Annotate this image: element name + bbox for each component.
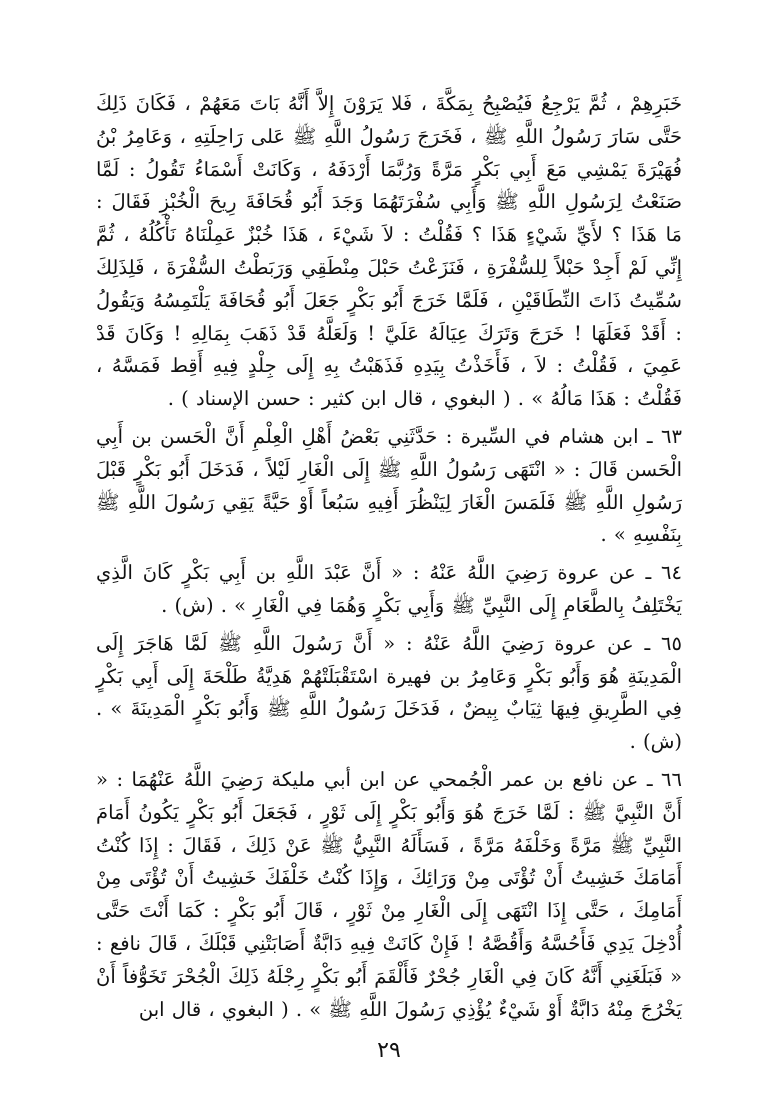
paragraph-continuation: خَبَرِهِمْ ، ثُمَّ يَرْجِعُ فَيُصْبِحُ بِمَكَّةَ ، فَلا يَرَوْنَ إِلاَّ أَنَّهُ بَاتَ مَعَهُمْ ، فَكَانَ ذَلِكَ حَتَّى سَارَ رَسُولُ اللَّهِ ﷺ ، فَخَرَجَ رَسُولُ اللَّهِ ﷺ عَلى رَاحِلَتِهِ ، وَعَامِرُ بْنُ فُهَيْرَةَ يَمْشِي مَعَ أَبِي بَكْرٍ مَرَّةً وَرُبَّمَا أَرْدَفَهُ ، وَكَانَتْ أَسْمَاءُ تَقُولُ : لَمَّا صَنَعْتُ لِرَسُولِ اللَّهِ ﷺ وَأَبِي سُفْرَتَهُمَا وَجَدَ أَبُو قُحَافَةَ رِيحَ الْخُبْزِ فَقَالَ : مَا هَذَا ؟ لأَيِّ شَيْءٍ هَذَا ؟ فَقُلْتُ : لاَ شَيْءَ ، هَذَا خُبْزٌ عَمِلْنَاهُ نَأْكُلُهُ ، ثُمَّ إِنِّي لَمْ أَجِدْ حَبْلاً لِلسُّفْرَةِ ، فَنَزَعْتُ حَبْلَ مِنْطَقِي وَرَبَطْتُ السُّفْرَةَ ، فَلِذَلِكَ سُمِّيتُ ذَاتَ النِّطَاقَيْنِ ، فَلَمَّا خَرَجَ أَبُو بَكْرٍ جَعَلَ أَبُو قُحَافَةَ يَلْتَمِسُهُ وَيَقُولُ : أَقَدْ فَعَلَهَا ! خَرَجَ وَتَرَكَ عِيَالَهُ عَلَيَّ ! وَلَعَلَّهُ قَدْ ذَهَبَ بِمَالِهِ ! وَكَانَ قَدْ عَمِيَ ، فَقُلْتُ : لاَ ، فَأَخَذْتُ بِيَدِهِ فَذَهَبْتُ بِهِ إِلَى جِلْدٍ فِيهِ أَقِط فَمَسَّهُ ، فَقُلْتُ : هَذَا مَالُهُ » . ( البغوي ، قال ابن كثير : حسن الإسناد ) . [96,92,683,411]
page-number: ٢٩ [377,1038,401,1063]
paragraph-hadith-63: ٦٣ ـ ابن هشام في السِّيرة : حَدَّثَنِي بَعْضُ أَهْلِ الْعِلْمِ أَنَّ الْحَسن بن أَبِي الْحَسن قَالَ : « انْتَهَى رَسُولُ اللَّهِ ﷺ إِلَى الْغَارِ لَيْلاً ، فَدَخَلَ أَبُو بَكْرٍ قَبْلَ رَسُولِ اللَّهِ ﷺ فَلَمَسَ الْغَارَ لِيَنْظُرَ أَفِيهِ سَبُعاً أَوْ حَيَّةً يَقِي رَسُولَ اللَّهِ ﷺ بِنَفْسِهِ » . [96,424,682,547]
page-body-text [96,88,682,1026]
paragraph-hadith-64: ٦٤ ـ عن عروة رَضِيَ اللَّهُ عَنْهُ : « أَنَّ عَبْدَ اللَّهِ بن أَبِي بَكْرٍ كَانَ الَّذِي يَخْتَلِفُ بِالطَّعَامِ إِلَى النَّبِيِّ ﷺ وَأَبِي بَكْرٍ وَهُمَا فِي الْغَارِ » . (ش) . [96,561,682,617]
paragraph-hadith-65: ٦٥ ـ عن عروة رَضِيَ اللَّهُ عَنْهُ : « أَنَّ رَسُولَ اللَّهِ ﷺ لَمَّا هَاجَرَ إِلَى الْمَدِينَةِ هُوَ وَأَبُو بَكْرٍ وَعَامِرُ بن فهيرة اسْتَقْبَلَتْهُمْ هَدِيَّةُ طَلْحَةَ إِلَى أَبِي بَكْرٍ فِي الطَّرِيقِ فِيهَا ثِيَابٌ بِيضٌ ، فَدَخَلَ رَسُولُ اللَّهِ ﷺ وَأَبُو بَكْرٍ الْمَدِينَةَ » . (ش) . [96,631,682,754]
paragraph-hadith-66: ٦٦ ـ عن نافع بن عمر الْجُمحي عن ابن أبي مليكة رَضِيَ اللَّهُ عَنْهُمَا : « أَنَّ النَّبِيَّ ﷺ : لَمَّا خَرَجَ هُوَ وَأَبُو بَكْرٍ إِلَى ثَوْرٍ ، فَجَعَلَ أَبُو بَكْرٍ يَكُونُ أَمَامَ النَّبِيِّ ﷺ مَرَّةً وَخَلْفَهُ مَرَّةً ، فَسَأَلَهُ النَّبِيُّ ﷺ عَنْ ذَلِكَ ، فَقَالَ : إِذَا كُنْتُ أَمَامَكَ خَشِيتُ أَنْ تُؤْتَى مِنْ وَرَائِكَ ، وَإِذَا كُنْتُ خَلْفَكَ خَشِيتُ أَنْ تُؤْتَى مِنْ أَمَامِكَ ، حَتَّى إِذَا انْتَهَى إِلَى الْغَارِ مِنْ ثَوْرٍ ، قَالَ أَبُو بَكْرٍ : كَمَا أَنْتَ حَتَّى أُدْخِلَ يَدِي فَأَحُسَّهُ وَأَقُصَّهُ ! فَإِنْ كَانَتْ فِيهِ دَابَّةٌ أَصَابَتْنِي قَبْلَكَ ، قَالَ نافع : « فَبَلَغَنِي أَنَّهُ كَانَ فِي الْغَارِ جُحْرٌ فَأَلْقَمَ أَبُو بَكْرٍ رِجْلَهُ ذَلِكَ الْجُحْرَ تَخَوُّفاً أَنْ يَخْرُجَ مِنْهُ دَابَّةٌ أَوْ شَيْءٌ يُؤْذِي رَسُولَ اللَّهِ ﷺ » . ( البغوي ، قال ابن [96,767,682,1021]
